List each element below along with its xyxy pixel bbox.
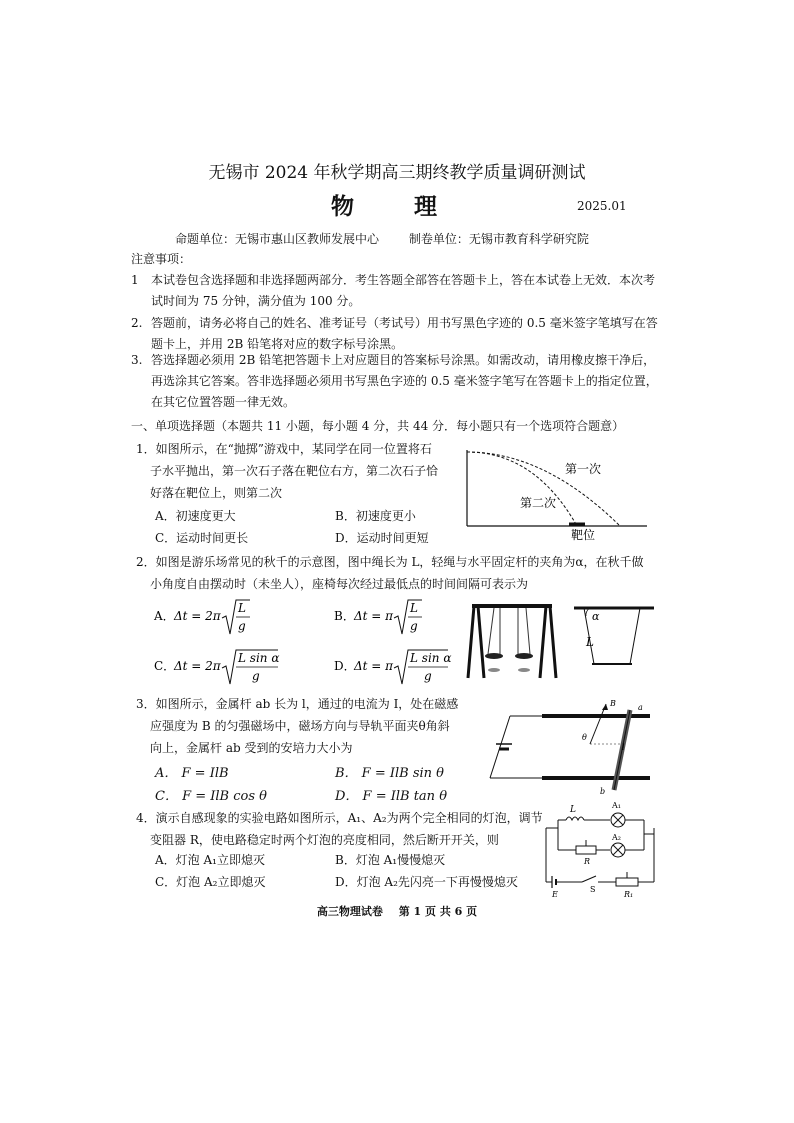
question-3 [136, 693, 458, 759]
notice-number: 3. [131, 353, 143, 367]
fig-label-first: 第一次 [565, 462, 602, 476]
swing-illustration [466, 598, 558, 680]
fig-label-alpha: α [592, 610, 600, 623]
option-coef: Δt = 2π [174, 659, 221, 673]
fig-label-target: 靶位 [571, 528, 596, 542]
q2-option-c [154, 650, 279, 684]
q1-option-d: D．运动时间更短 [335, 531, 429, 545]
q4-option-c: C．灯泡 A₂立即熄灭 [155, 875, 266, 889]
swing-schematic [572, 602, 656, 672]
notice-text: 答选择题必须用 2B 铅笔把答题卡上对应题目的答案标号涂黑。如需改动，请用橡皮擦干净后，再选涂其它答案。答非选择题必须用书写黑色字迹的 0.5 毫米签字笔写在答题卡上的指定位置，在其它位置答题一律无效。 [151, 353, 658, 409]
fig-label-length: l [622, 743, 625, 752]
question-3-line: 向上，金属杆 ab 受到的安培力大小为 [150, 741, 353, 755]
fig-label-rheostat: R [584, 857, 591, 866]
option-label: A． [154, 609, 175, 623]
fig-label-resistor: R₁ [624, 890, 634, 899]
notice-text: 本试卷包含选择题和非选择题两部分．考生答题全部答在答题卡上，答在本试卷上无效．本次考试时间为 75 分钟，满分值为 100 分。 [151, 273, 656, 308]
q3-option-b: B． F = IlB sin θ [335, 766, 445, 781]
footer-page-number: 第 1 页 共 6 页 [398, 905, 478, 918]
exam-date: 2025.01 [577, 199, 627, 213]
question-1-line: 子水平抛出，第一次石子落在靶位右方，第二次石子恰 [150, 464, 439, 478]
page-footer [0, 903, 794, 919]
exam-title: 无锡市 2024 年秋学期高三期终教学质量调研测试 [208, 163, 586, 183]
fig-label-a: a [638, 703, 643, 712]
question-4-line: 变阻器 R，使电路稳定时两个灯泡的亮度相同，然后断开开关，则 [150, 833, 499, 847]
q3-option-d: D． F = IlB tan θ [335, 789, 448, 804]
notice-number: 1 [131, 273, 139, 287]
question-4-line: 4．演示自感现象的实验电路如图所示，A₁、A₂为两个完全相同的灯泡，调节 [136, 811, 543, 825]
subject-title: 物 理 [330, 193, 463, 220]
option-numerator: L sin α [410, 651, 452, 665]
q1-option-c: C．运动时间更长 [155, 531, 249, 545]
question-1-line: 1．如图所示，在“抛掷”游戏中，某同学在同一位置将石 [136, 442, 432, 456]
footer-paper-name: 高三物理试卷 [316, 905, 383, 918]
question-1 [136, 438, 438, 504]
fig-label-lamp-2: A₂ [612, 833, 621, 842]
question-2 [136, 551, 644, 595]
notice-text: 答题前，请务必将自己的姓名、准考证号（考试号）用书写黑色字迹的 0.5 毫米签字笔填写在答题卡上，并用 2B 铅笔将对应的数字标号涂黑。 [151, 316, 658, 351]
option-label: B． [334, 609, 355, 623]
q4-option-b: B．灯泡 A₁慢慢熄灭 [335, 853, 446, 867]
question-4 [136, 807, 543, 851]
q3-option-c: C． F = IlB cos θ [155, 789, 267, 804]
option-coef: Δt = 2π [174, 609, 221, 623]
option-denominator: g [238, 619, 246, 633]
option-denominator: g [424, 669, 432, 683]
notice-number: 2. [131, 316, 143, 330]
notice-item-1 [131, 270, 661, 312]
unit-make: 制卷单位：无锡市教育科学研究院 [408, 232, 589, 246]
question-2-line: 2．如图是游乐场常见的秋千的示意图，图中绳长为 L，轻绳与水平固定杆的夹角为α，在秋千做 [136, 555, 644, 569]
option-coef: Δt = π [354, 609, 394, 623]
option-denominator: g [410, 619, 418, 633]
question-3-line: 3．如图所示，金属杆 ab 长为 l，通过的电流为 I，处在磁感 [136, 697, 459, 711]
q1-option-a: A．初速度更大 [155, 509, 236, 523]
option-label: C． [154, 659, 176, 673]
q2-option-d [334, 650, 451, 684]
option-numerator: L [410, 601, 418, 615]
q4-option-d: D．灯泡 A₂先闪亮一下再慢慢熄灭 [335, 875, 518, 889]
fig-label-inductor: L [570, 805, 576, 815]
fig-label-length: L [586, 635, 594, 649]
exam-units [175, 230, 615, 247]
notice-heading: 注意事项： [131, 252, 192, 266]
notice-item-3 [131, 350, 661, 413]
q2-option-a [153, 600, 250, 634]
fig-label-theta: θ [582, 733, 587, 742]
q2-option-b [334, 600, 422, 634]
fig-label-field: B [610, 699, 616, 708]
circuit-figure [536, 798, 660, 900]
option-label: D． [334, 659, 356, 673]
fig-label-lamp-1: A₁ [612, 801, 621, 810]
unit-propose: 命题单位：无锡市惠山区教师发展中心 [175, 232, 380, 246]
option-numerator: L sin α [238, 651, 280, 665]
option-numerator: L [238, 601, 246, 615]
fig-label-b: b [600, 787, 606, 796]
q4-option-a: A．灯泡 A₁立即熄灭 [155, 853, 265, 867]
q2-options [150, 596, 460, 696]
q1-option-b: B．初速度更小 [335, 509, 416, 523]
section-heading: 一、单项选择题（本题共 11 小题，每小题 4 分，共 44 分．每小题只有一个选项符合题意） [131, 419, 625, 433]
notice-item-2 [131, 313, 661, 355]
q3-option-a: A． F = IlB [155, 766, 229, 781]
question-1-line: 好落在靶位上，则第二次 [150, 486, 283, 500]
fig-label-battery: E [552, 890, 558, 899]
option-coef: Δt = π [354, 659, 394, 673]
magnetic-rail-figure [482, 698, 654, 798]
projectile-figure [465, 446, 650, 542]
fig-label-switch: S [590, 885, 596, 894]
option-denominator: g [252, 669, 260, 683]
fig-label-second: 第二次 [520, 496, 557, 510]
question-3-line: 应强度为 B 的匀强磁场中，磁场方向与导轨平面夹θ角斜 [150, 719, 450, 733]
question-2-line: 小角度自由摆动时（未坐人），座椅每次经过最低点的时间间隔可表示为 [150, 577, 529, 591]
